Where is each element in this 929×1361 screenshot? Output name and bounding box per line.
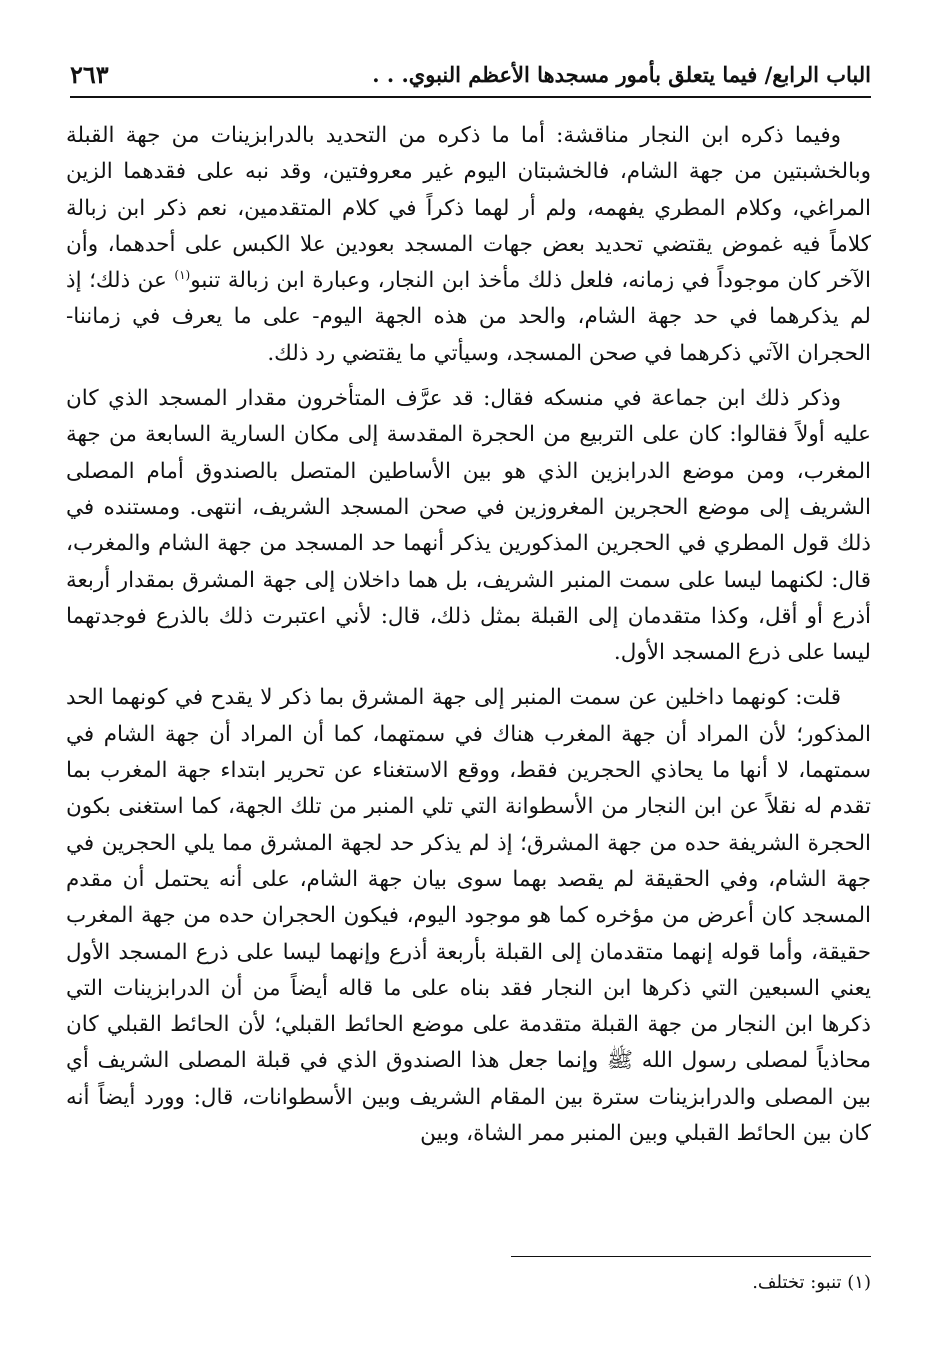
footnote-text: تنبو: تختلف.	[752, 1272, 842, 1293]
footnote-reference: (١)	[174, 268, 191, 283]
paragraph: قلت: كونهما داخلين عن سمت المنبر إلى جهة المشرق بما ذكر لا يقدح في كونهما الحد المذكور؛ لأن المراد أن جهة المغرب هناك في سمتهما، كما أن المراد أن جهة الشام في سمتهما، لا أنها ما يحاذي الحجرين فقط، ووقع الاستغناء عن تحرير ابتداء جهة المغرب بما تقدم له نقلاً عن ابن النجار من الأسطوانة التي تلي المنبر من تلك الجهة، كما استغنى بكون الحجرة الشريفة حده من جهة المشرق؛ إذ لم يذكر حد لجهة المشرق مما يلي الحجرين في جهة الشام، وفي الحقيقة لم يقصد بهما سوى بيان جهة الشام، على أنه يحتمل أن مقدم المسجد كان أعرض من مؤخره كما هو موجود اليوم، فيكون الحجران حده من جهة المغرب حقيقة، وأما قوله إنهما متقدمان إلى القبلة بأربعة أذرع وإنهما ليسا على ذرع المسجد الأول يعني السبعين التي ذكرها ابن النجار فقد بناه على ما قاله أيضاً من أن الدرابزينات التي ذكرها ابن النجار من جهة القبلة متقدمة على موضع الحائط القبلي؛ لأن الحائط القبلي كان محاذياً لمصلى رسول الله ﷺ وإنما جعل هذا الصندوق الذي في قبلة المصلى الشريف أي بين المصلى والدرابزينات سترة بين المقام الشريف وبين الأسطوانات، قال: وورد أيضاً أنه كان بين الحائط القبلي وبين المنبر ممر الشاة، وبين	[66, 685, 871, 1147]
footnote-number: (١)	[847, 1272, 871, 1293]
chapter-title: الباب الرابع/ فيما يتعلق بأمور مسجدها الأعظم النبوي. . .	[372, 61, 871, 87]
paragraph: وذكر ذلك ابن جماعة في منسكه فقال: قد عرَّف المتأخرون مقدار المسجد الذي كان عليه أولاً فقالوا: كان على التربيع من الحجرة المقدسة إلى مكان السارية السابعة من جهة المغرب، ومن موضع الدرابزين الذي هو بين الأساطين المتصل بالصندوق أمام المصلى الشريف إلى موضع الحجرين المغروزين في صحن المسجد الشريف، انتهى. ومستنده في ذلك قول المطري في الحجرين المذكورين يذكر أنهما حد المسجد من جهة الشام والمغرب، قال: لكنهما ليسا على سمت المنبر الشريف، بل هما داخلان إلى جهة المشرق بمقدار أربعة أذرع أو أقل، وكذا متقدمان إلى القبلة بمثل ذلك، قال: لأني اعتبرت ذلك بالذرع فوجدتهما ليسا على ذرع المسجد الأول.	[66, 386, 871, 666]
footnote-divider	[511, 1256, 871, 1257]
main-text	[66, 118, 871, 1161]
running-header	[70, 52, 871, 98]
paragraph-continuation: عن ذلك؛ إذ لم يذكرهما في حد جهة الشام، والحد من هذه الجهة اليوم- على ما يعرف في زماننا- الحجران الآتي ذكرهما في صحن المسجد، وسيأتي ما يقتضي رد ذلك.	[66, 268, 871, 366]
page-number: ٢٦٣	[70, 59, 109, 89]
paragraph-text: وفيما ذكره ابن النجار مناقشة: أما ما ذكره من التحديد بالدرابزينات من جهة القبلة وبالخشبتين من جهة الشام، فالخشبتان اليوم غير معروفتين، وقد نبه على فقدهما الزين المراغي، وكلام المطري يفهمه، ولم أر لهما ذكراً في كلام المتقدمين، نعم ذكر ابن زبالة كلاماً فيه غموض يقتضي تحديد بعض جهات المسجد بعودين علا الكبس على أحدهما، وأن الآخر كان موجوداً في زمانه، فلعل ذلك مأخذ ابن النجار، وعبارة ابن زبالة تنبو	[66, 123, 871, 294]
footnote	[66, 1268, 871, 1298]
paragraph	[66, 118, 871, 372]
